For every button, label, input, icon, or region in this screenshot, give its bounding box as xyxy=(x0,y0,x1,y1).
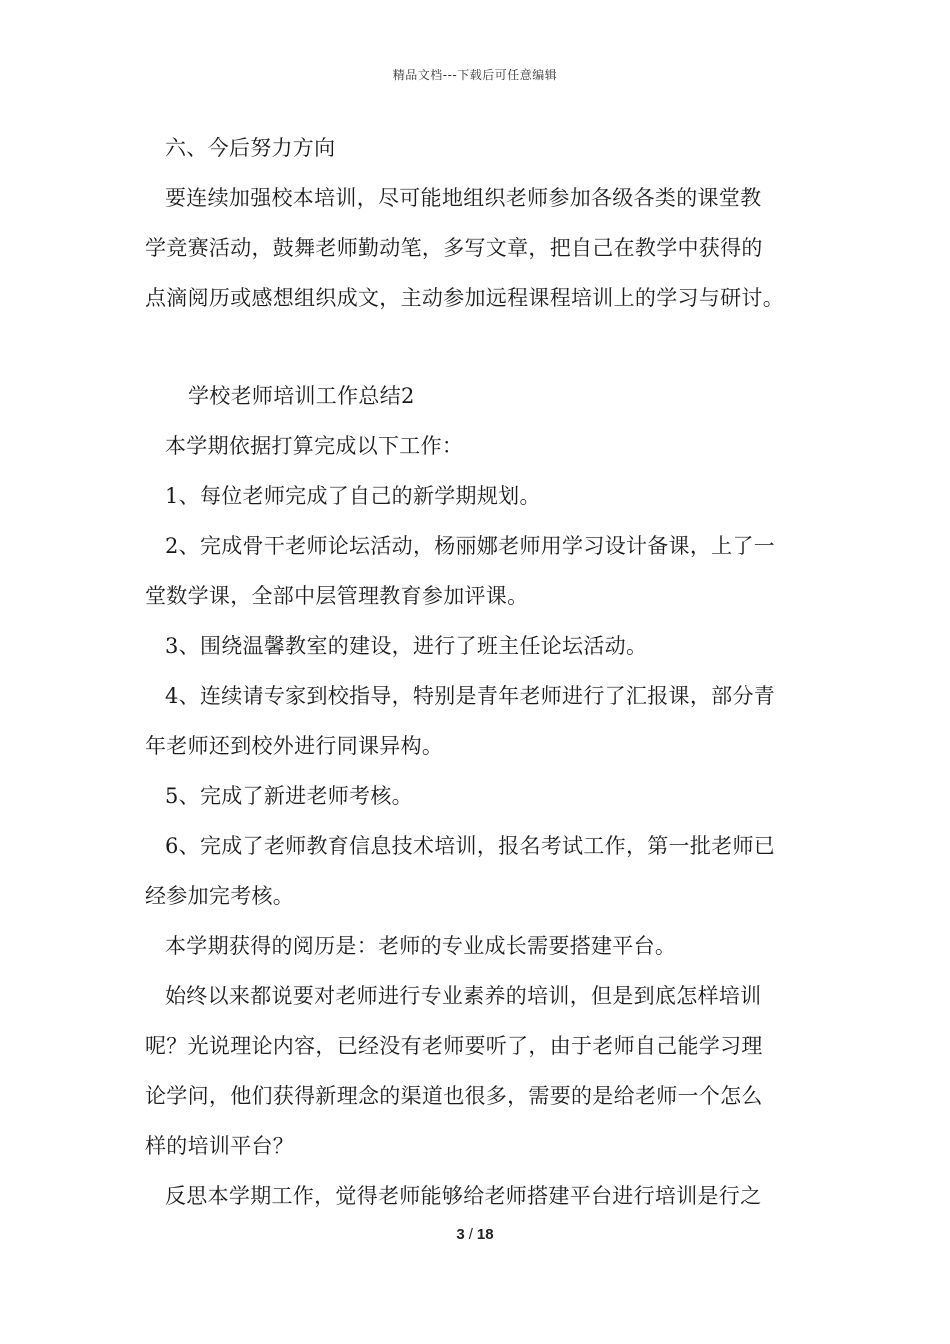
paragraph-line: 本学期获得的阅历是：老师的专业成长需要搭建平台。 xyxy=(165,934,677,958)
list-item: 4、连续请专家到校指导，特别是青年老师进行了汇报课，部分青 xyxy=(165,684,776,708)
page-number xyxy=(0,1226,950,1243)
list-item: 5、完成了新进老师考核。 xyxy=(165,784,413,808)
paragraph-line: 要连续加强校本培训，尽可能地组织老师参加各级各类的课堂教 xyxy=(165,186,762,210)
list-item: 3、围绕温馨教室的建设，进行了班主任论坛活动。 xyxy=(165,634,648,658)
page-separator: / xyxy=(468,1226,473,1243)
page-current: 3 xyxy=(456,1226,465,1243)
paragraph-line: 呢？光说理论内容，已经没有老师要听了，由于老师自己能学习理 xyxy=(145,1034,763,1058)
paragraph-line: 本学期依据打算完成以下工作： xyxy=(165,434,464,458)
page-header: 精品文档---下载后可任意编辑 xyxy=(392,68,558,82)
paragraph-line: 论学问，他们获得新理念的渠道也很多，需要的是给老师一个怎么 xyxy=(145,1084,763,1108)
section-heading: 六、今后努力方向 xyxy=(165,136,336,160)
document-title: 学校老师培训工作总结2 xyxy=(188,384,415,408)
list-item: 6、完成了老师教育信息技术培训，报名考试工作，第一批老师已 xyxy=(165,834,776,858)
list-item: 1、每位老师完成了自己的新学期规划。 xyxy=(165,484,541,508)
paragraph-line: 始终以来都说要对老师进行专业素养的培训，但是到底怎样培训 xyxy=(165,984,762,1008)
list-item-continuation: 经参加完考核。 xyxy=(145,884,295,908)
paragraph-line: 学竞赛活动，鼓舞老师勤动笔，多写文章，把自己在教学中获得的 xyxy=(145,236,763,260)
paragraph-line: 点滴阅历或感想组织成文，主动参加远程课程培训上的学习与研讨。 xyxy=(145,286,784,310)
list-item-continuation: 堂数学课，全部中层管理教育参加评课。 xyxy=(145,584,529,608)
page-total: 18 xyxy=(476,1226,494,1243)
paragraph-line: 反思本学期工作，觉得老师能够给老师搭建平台进行培训是行之 xyxy=(165,1184,762,1208)
paragraph-line: 样的培训平台？ xyxy=(145,1134,295,1158)
list-item: 2、完成骨干老师论坛活动，杨丽娜老师用学习设计备课，上了一 xyxy=(165,534,776,558)
list-item-continuation: 年老师还到校外进行同课异构。 xyxy=(145,734,444,758)
